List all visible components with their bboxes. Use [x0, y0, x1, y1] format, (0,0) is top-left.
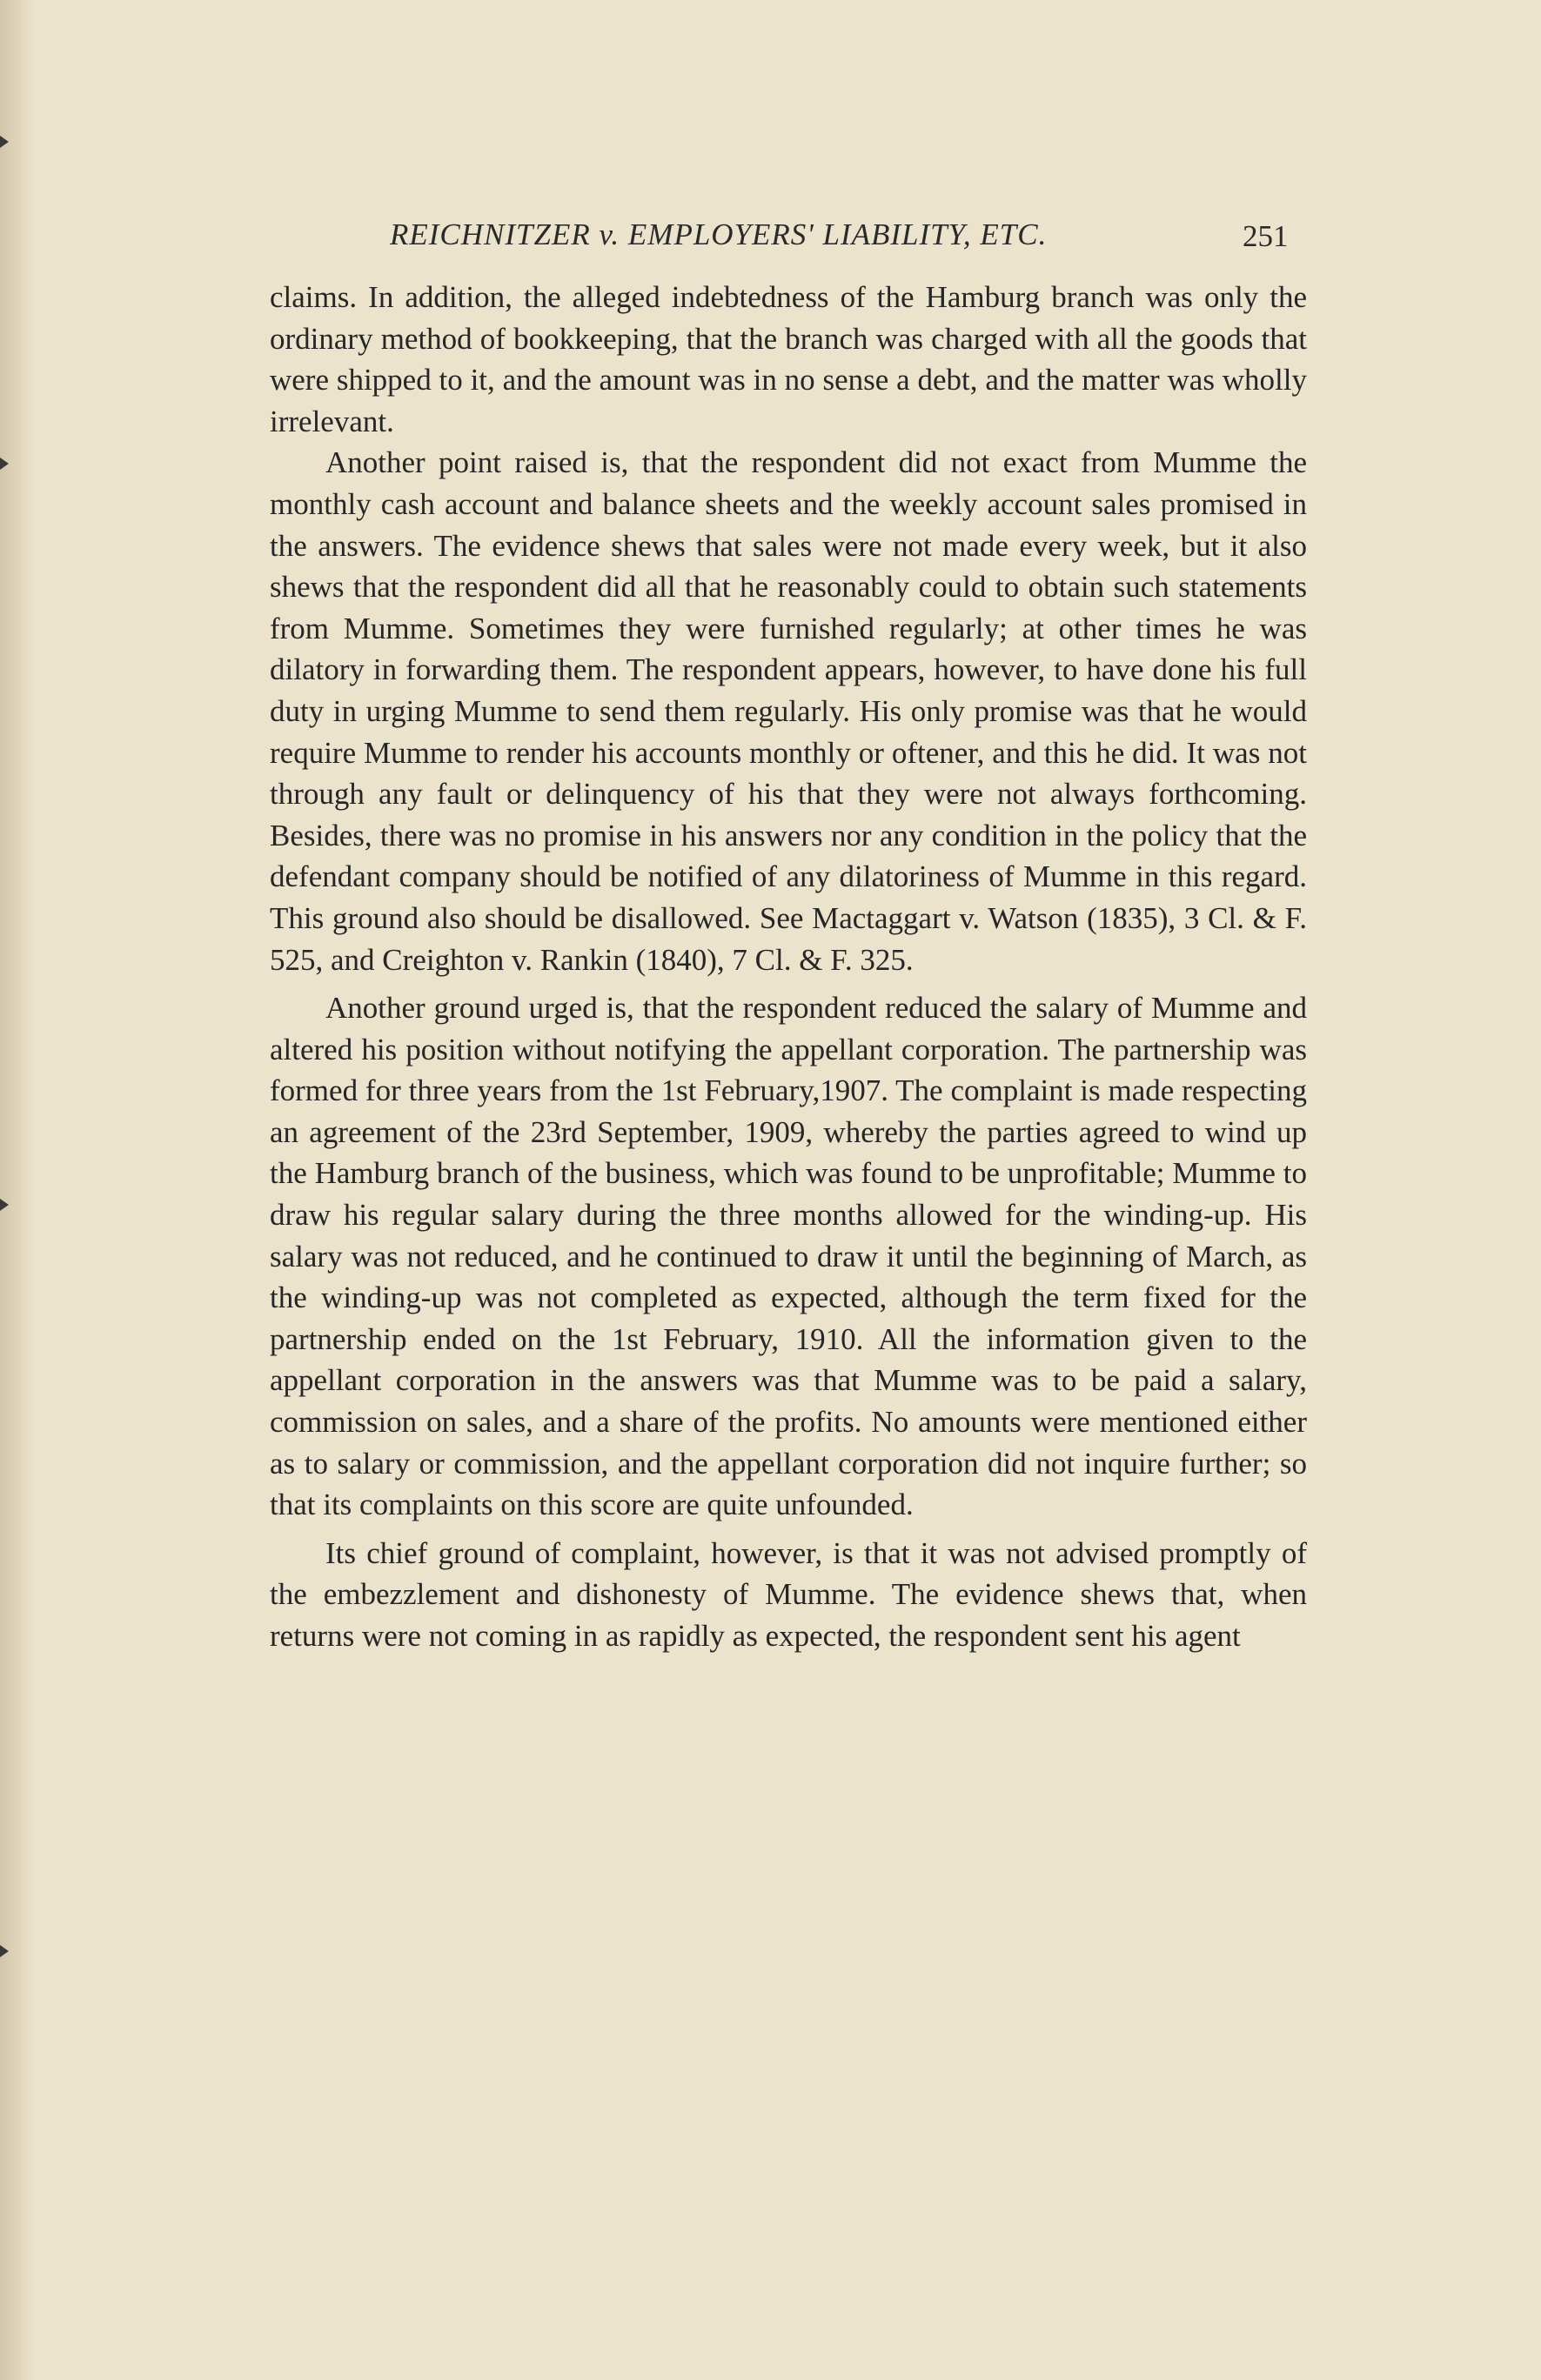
page-number: 251 [1243, 219, 1289, 253]
paragraph: Its chief ground of complaint, however, is that it was not advised promptly of the embezzlement and dishonesty of Mumme. The evidence shews that, when returns were not coming in as rapidly as expected, the respondent sent his agent [270, 1535, 1307, 1653]
margin-tab-mark [0, 1199, 9, 1211]
body-text [270, 277, 1307, 1657]
running-head: REICHNITZER v. EMPLOYERS' LIABILITY, ETC. [390, 217, 1048, 251]
page-edge-shadow [0, 0, 35, 2380]
margin-tab-mark [0, 458, 9, 470]
margin-tab-mark [0, 1945, 9, 1957]
paragraph: Another ground urged is, that the respondent reduced the salary of Mumme and altered his position without notifying the appellant corporation. The partnership was formed for three years from the 1st February,1907. The complaint is made respecting an agreement of the 23rd September, 1909, whereby the parties agreed to wind up the Hamburg branch of the business, which was found to be unprofitable; Mumme to draw his regular salary during the three months allowed for the winding-up. His salary was not reduced, and he continued to draw it until the beginning of March, as the winding-up was not completed as expected, although the term fixed for the partnership ended on the 1st February, 1910. All the information given to the appellant corporation in the answers was that Mumme was to be paid a salary, commission on sales, and a share of the profits. No amounts were mentioned either as to salary or commission, and the appellant corporation did not inquire further; so that its complaints on this score are quite unfounded. [270, 991, 1307, 1522]
paragraph-continuation: claims. In addition, the alleged indebtedness of the Hamburg branch was only the ordinary method of bookkeeping, that the branch was charged with all the goods that were shipped to it, and the amount was in no sense a debt, and the matter was wholly irrelevant. [270, 280, 1307, 438]
paragraph: Another point raised is, that the respondent did not exact from Mumme the monthly cash account and balance sheets and the weekly account sales promised in the answers. The evidence shews that sales were not made every week, but it also shews that the respondent did all that he reasonably could to obtain such statements from Mumme. Sometimes they were furnished regularly; at other times he was dilatory in forwarding them. The respondent appears, however, to have done his full duty in urging Mumme to send them regularly. His only promise was that he would require Mumme to render his accounts monthly or oftener, and this he did. It was not through any fault or delinquency of his that they were not always forthcoming. Besides, there was no promise in his answers nor any condition in the policy that the defendant company should be notified of any dilatoriness of Mumme in this regard. This ground also should be disallowed. See Mactaggart v. Watson (1835), 3 Cl. & F. 525, and Creighton v. Rankin (1840), 7 Cl. & F. 325. [270, 445, 1307, 977]
margin-tab-mark [0, 136, 9, 148]
